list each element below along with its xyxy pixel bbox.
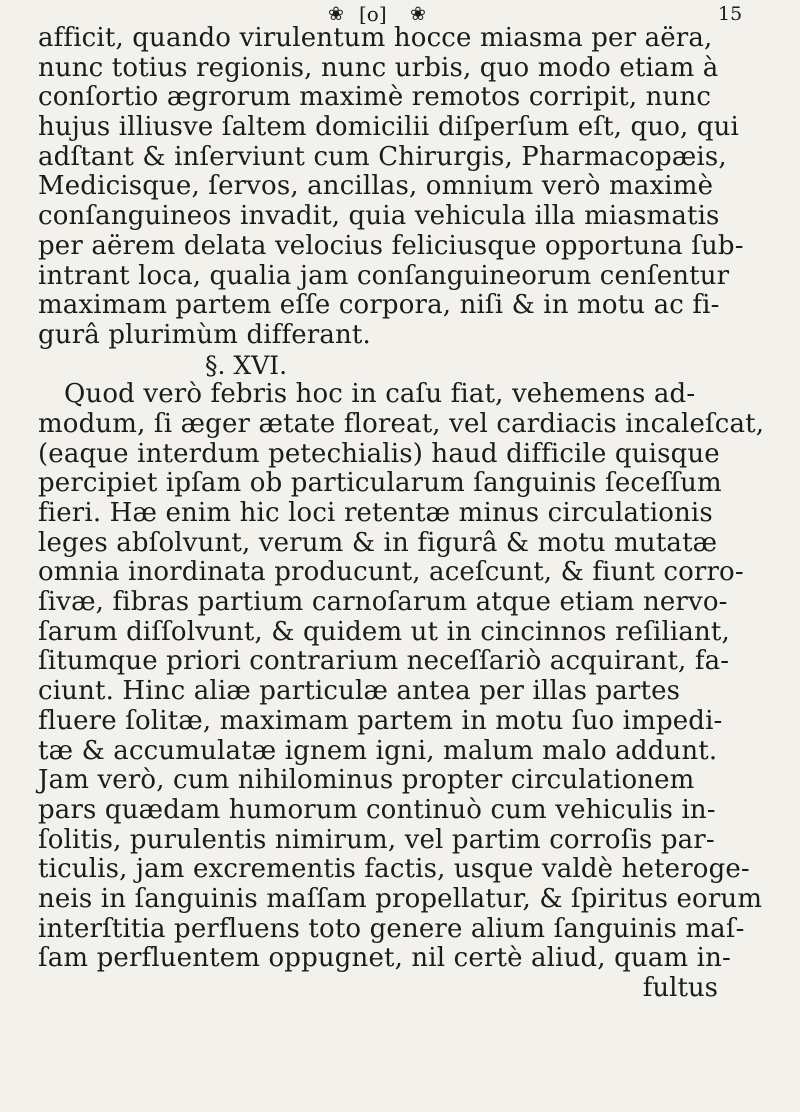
text-line: ticulis, jam excrementis factis, usque valdè heteroge-	[38, 854, 750, 885]
text-line: fluere ſolitæ, maximam partem in motu ſuo impedi-	[38, 705, 723, 736]
flower-ornament-icon: ❀	[328, 3, 344, 25]
text-line: fieri. Hæ enim hic loci retentæ minus circulationis	[38, 498, 713, 528]
text-line: ſolitis, purulentis nimirum, vel partim corroſis par-	[38, 824, 715, 855]
text-line: conſanguineos invadit, quia vehicula illa miasmatis	[38, 201, 720, 232]
page-number: [o]	[359, 2, 387, 26]
text-line: pars quædam humorum continuò cum vehiculis in-	[38, 794, 716, 825]
catchword: fultus	[642, 973, 718, 1003]
text-line: afficit, quando virulentum hocce miasma per aëra,	[38, 23, 713, 53]
text-line: Quod verò febris hoc in caſu fiat, vehemens ad-	[64, 379, 696, 410]
text-line: conſortio ægrorum maximè remotos corripit, nunc	[38, 82, 712, 113]
text-line: maximam partem eſſe corpora, niſi & in motu ac fi-	[38, 290, 720, 321]
text-line: Medicisque, ſervos, ancillas, omnium verò maximè	[38, 171, 714, 202]
text-line: tæ & accumulatæ ignem igni, malum malo addunt.	[38, 735, 718, 766]
paragraph-1	[38, 24, 768, 351]
paragraph-2	[38, 380, 768, 974]
text-line: hujus illiusve ſaltem domicilii diſperſum eſt, quo, qui	[38, 112, 739, 143]
text-line: gurâ plurimùm differant.	[38, 319, 371, 350]
section-heading: §. XVI.	[205, 350, 288, 380]
text-line: intrant loca, qualia jam conſanguineorum cenſentur	[38, 260, 730, 291]
text-line: ſitumque priori contrarium neceſſariò acquirant, fa-	[38, 646, 730, 677]
text-line: ciunt. Hinc aliæ particulæ antea per illas partes	[38, 676, 681, 707]
text-line: per aërem delata velocius feliciusque opportuna ſub-	[38, 230, 744, 261]
text-line: ſarum diſſolvunt, & quidem ut in cincinnos reſiliant,	[38, 616, 730, 647]
text-line: interſtitia perfluens toto genere alium ſanguinis maſ-	[38, 913, 745, 944]
text-line: Jam verò, cum nihilominus propter circulationem	[38, 765, 695, 796]
text-line: modum, ſi æger ætate floreat, vel cardiacis incaleſcat,	[38, 408, 765, 439]
text-line: omnia inordinata producunt, aceſcunt, & fiunt corro-	[38, 557, 744, 588]
text-line: nunc totius regionis, nunc urbis, quo modo etiam à	[38, 52, 719, 83]
signature-mark: 15	[718, 3, 743, 25]
text-line: (eaque interdum petechialis) haud difficile quisque	[38, 438, 720, 469]
flower-ornament-icon: ❀	[410, 3, 426, 25]
text-line: percipiet ipſam ob particularum ſanguinis ſeceſſum	[38, 468, 722, 499]
text-line: ſivæ, fibras partium carnoſarum atque etiam nervo-	[38, 587, 728, 618]
body-text	[38, 24, 768, 1004]
text-line: adſtant & inſerviunt cum Chirurgis, Pharmacopæis,	[38, 141, 727, 172]
text-line: leges abſolvunt, verum & in figurâ & motu mutatæ	[38, 527, 718, 558]
text-line: ſam perfluentem oppugnet, nil certè aliud, quam in-	[38, 943, 731, 974]
text-line: neis in ſanguinis maſſam propellatur, & ſpiritus eorum	[38, 883, 763, 914]
